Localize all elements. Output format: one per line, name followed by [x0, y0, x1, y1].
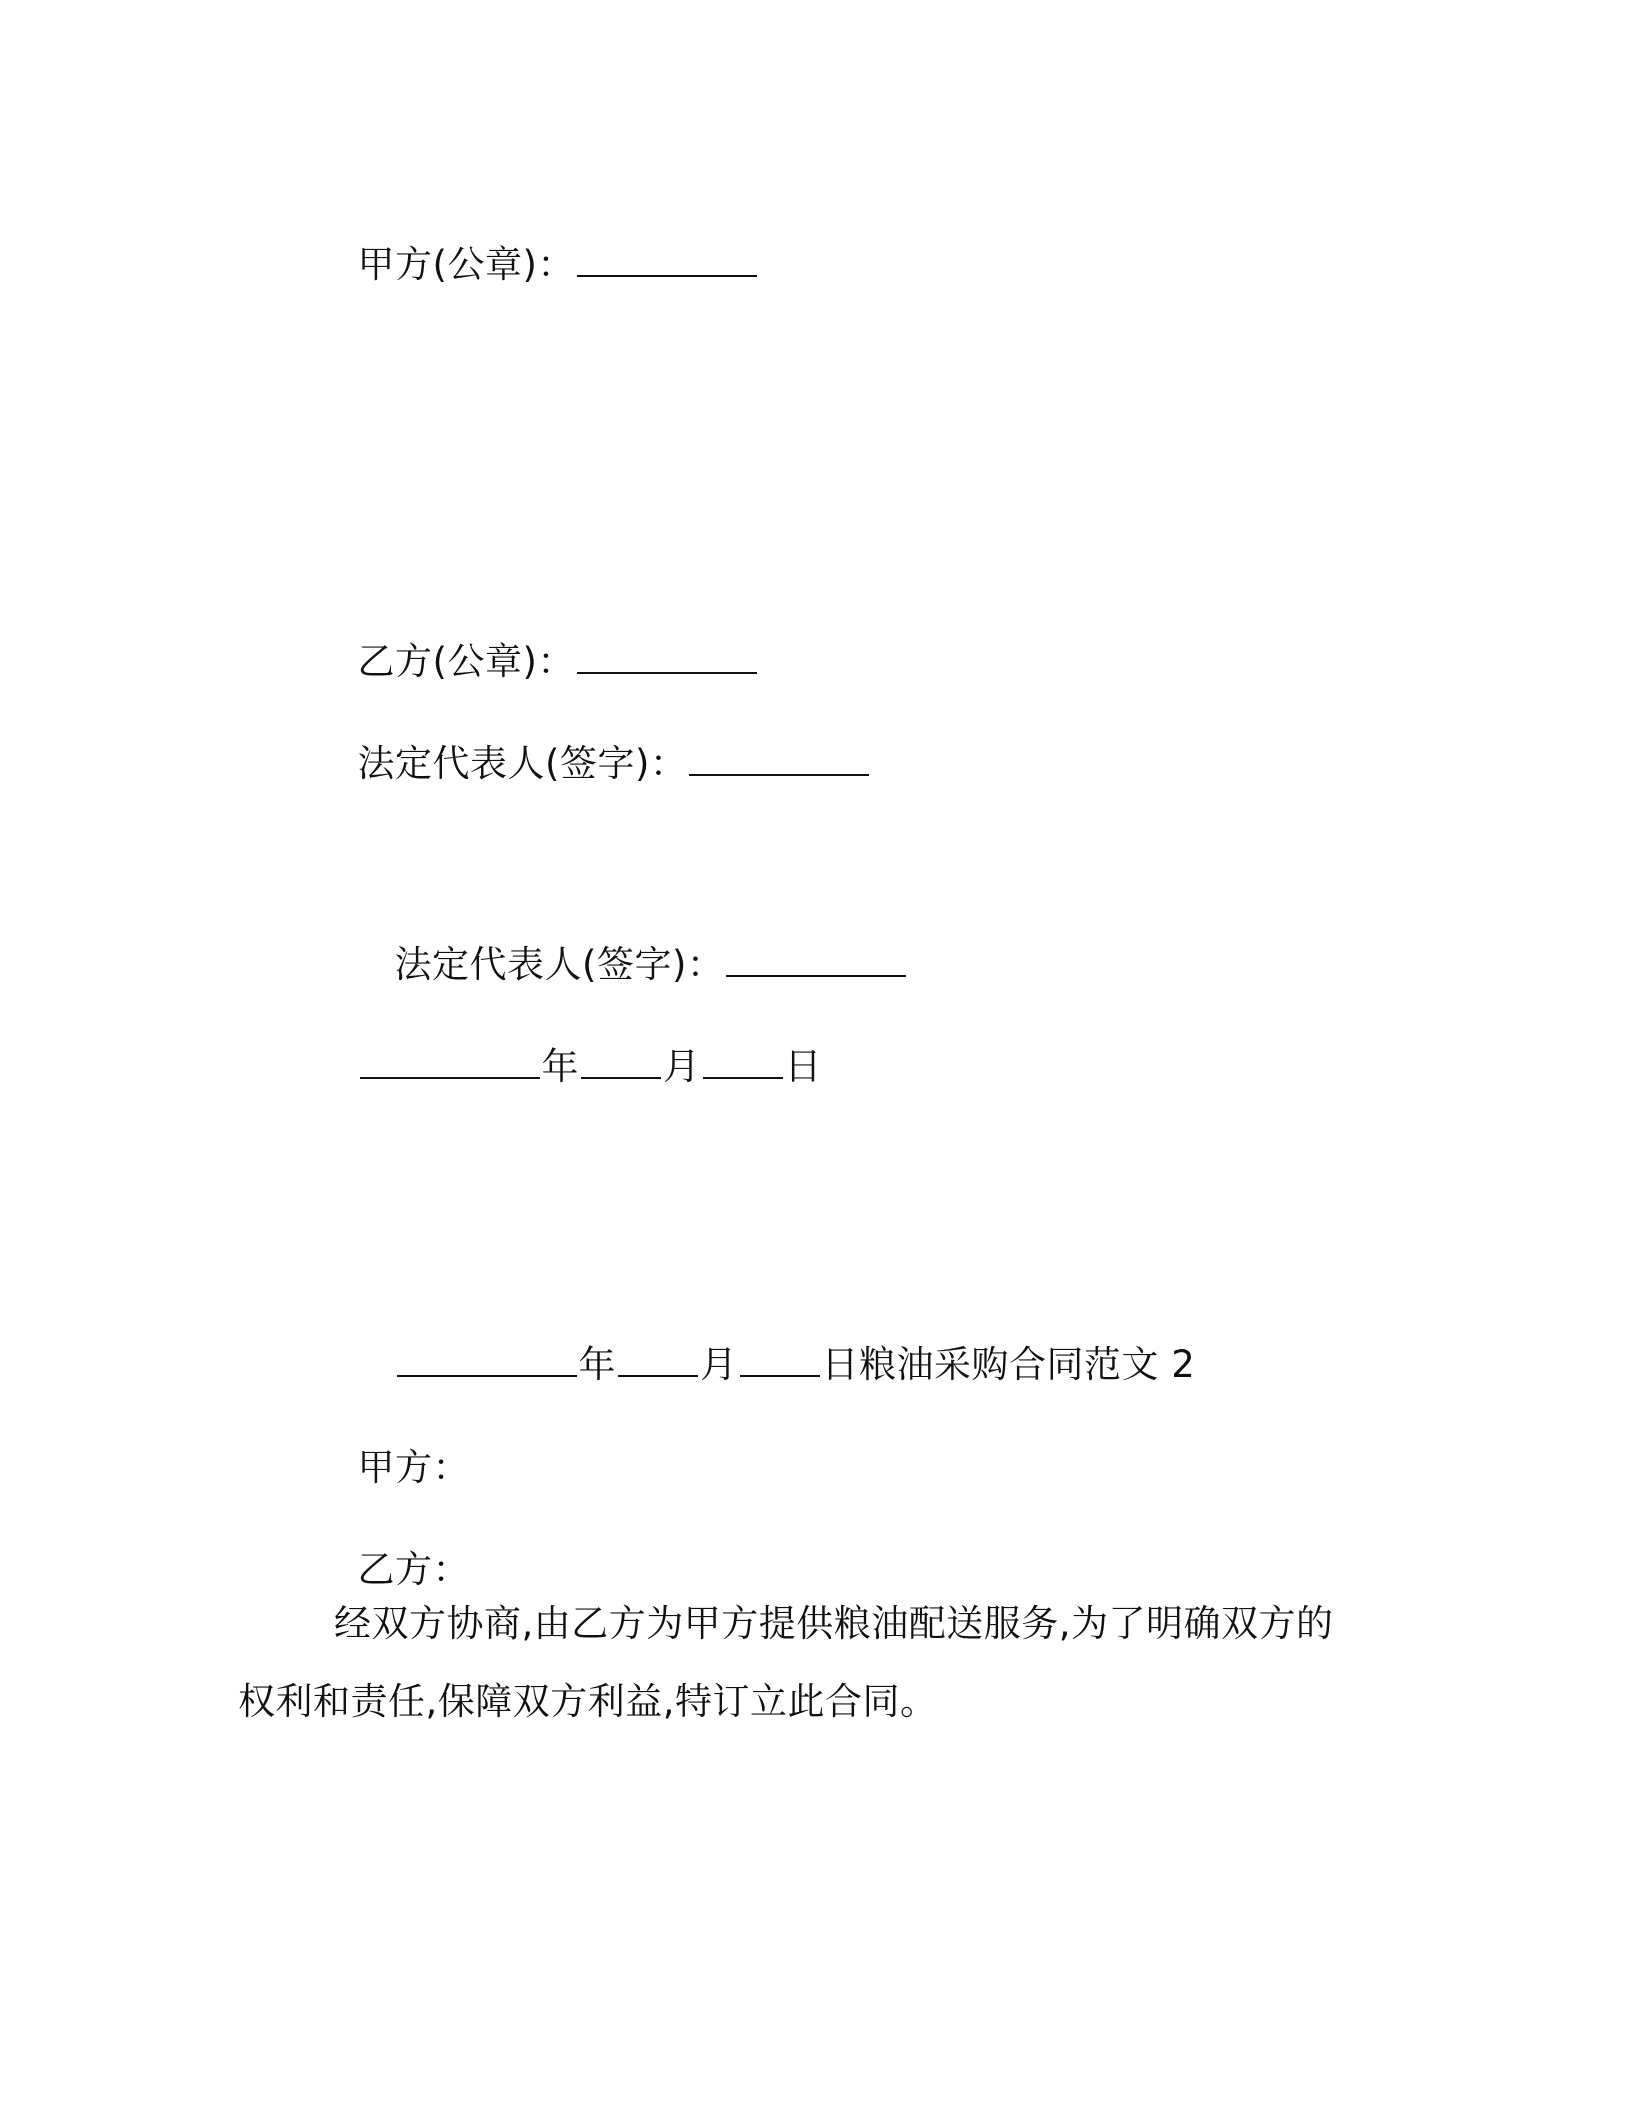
- party-b-seal-blank[interactable]: [577, 642, 757, 674]
- legal-rep-blank-1[interactable]: [689, 744, 869, 776]
- legal-rep-blank-2[interactable]: [726, 945, 906, 977]
- signing-date-line: [333, 995, 822, 1091]
- contract2-title-line: [370, 1293, 1195, 1389]
- contract2-party-b: [333, 1498, 470, 1594]
- contract2-day-blank[interactable]: [740, 1345, 820, 1377]
- contract2-title: 日粮油采购合同范文 2: [821, 1343, 1196, 1386]
- contract2-intro-paragraph: 经双方协商,由乙方为甲方提供粮油配送服务,为了明确双方的权利和责任,保障双方利益,特订立此合同。: [238, 1602, 1334, 1723]
- party-a-seal-label: 甲方(公章)：: [357, 243, 575, 286]
- contract2-year-label: 年: [578, 1343, 617, 1386]
- party-a-seal-line: [333, 193, 759, 289]
- legal-rep-line-1: [333, 692, 871, 788]
- contract2-year-blank[interactable]: [397, 1345, 577, 1377]
- month-label: 月: [663, 1045, 701, 1088]
- contract2-party-a: [333, 1396, 470, 1492]
- contract2-month-blank[interactable]: [618, 1345, 698, 1377]
- year-blank[interactable]: [360, 1047, 540, 1079]
- legal-rep-label-2: 法定代表人(签字)：: [394, 943, 725, 986]
- party-a-seal-blank[interactable]: [577, 245, 757, 277]
- day-label: 日: [784, 1045, 823, 1088]
- contract2-party-a-label: 甲方：: [357, 1446, 471, 1489]
- month-blank[interactable]: [581, 1047, 661, 1079]
- party-b-seal-label: 乙方(公章)：: [357, 640, 575, 683]
- contract2-month-label: 月: [700, 1343, 738, 1386]
- contract2-party-b-label: 乙方：: [357, 1548, 471, 1591]
- legal-rep-label-1: 法定代表人(签字)：: [357, 742, 688, 785]
- day-blank[interactable]: [703, 1047, 783, 1079]
- party-b-seal-line: [333, 590, 759, 686]
- year-label: 年: [541, 1045, 580, 1088]
- legal-rep-line-2: [370, 893, 908, 989]
